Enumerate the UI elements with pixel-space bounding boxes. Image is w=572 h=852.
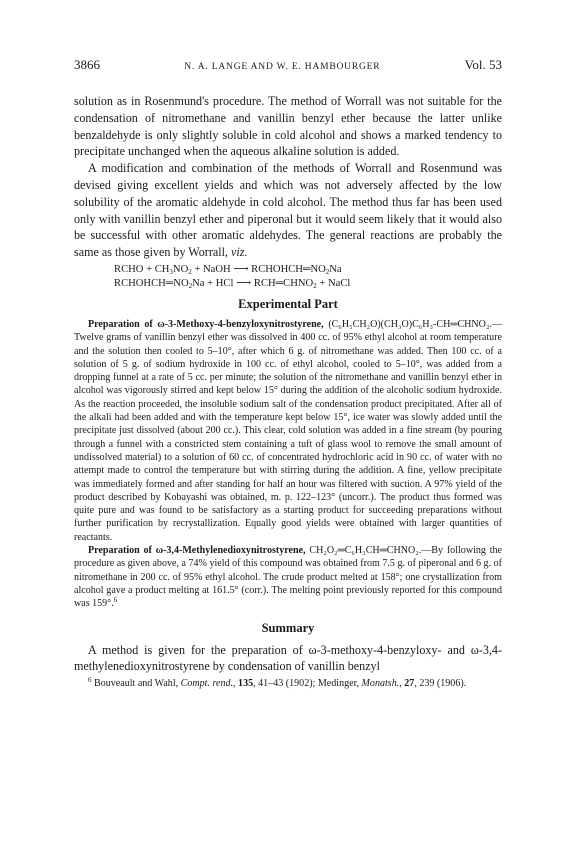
reaction-2: $RCHOHCH═NO_2Na$ + HCl ⟶ $RCH═CHNO_2$ + NaCl xyxy=(114,277,351,290)
preparation-2-title: Preparation of ω-3,4-Methylenedioxynitrostyrene, xyxy=(88,545,306,557)
page-number: 3866 xyxy=(74,57,100,72)
footnote: $^6$ Bouveault and Wahl, Compt. rend., 135, 41–43 (1902); Medinger, Monatsh., 27, 239 (1906). xyxy=(88,676,467,690)
intro-paragraph-2 xyxy=(74,160,502,261)
preparation-1-body: —Twelve grams of vanillin benzyl ether was dissolved in 400 cc. of 95% ethyl alcohol at room temperature and the solution then cooled to 5–10°, after which 6 g. of nitromethane was added. Then 100 cc. of a solution of 5 g. of sodium hydroxide in 100 cc. of ethyl alcohol, cooled to 5–10°, was added from a dropping funnel at a rate of 5 cc. per minute; the solution of the nitromethane and vanillin benzyl ether in alcohol was vigorously stirred and kept below 15° during the addition of the alcoholic sodium hydroxide. As the reaction proceeded, the insoluble sodium salt of the condensation product precipitated. After all of the alkali had been added and with the temperature kept below 15°, ice water was slowly added until the precipitate just dissolved (about 200 cc.). This clear, cold solution was added in a fine stream (by pouring through a funnel with a constricted stem containing a tuft of glass wool to remove the small amount of undissolved material) to a solution of 60 cc. of concentrated hydrochloric acid in 90 cc. of water with no attempt made to control the temperature but with stirring during the addition. A fine, yellow precipitate was immediately formed and after standing for half an hour was filtered with suction. A 97% yield of the product described by Kobayashi was obtained, m. p. 122–123° (uncorr.). The product thus formed was quite pure and was found to be satisfactory as a starting product for succeeding preparations without further purification by recrystallization. Equally good yields were obtained with larger quantities of reactants. xyxy=(74,318,502,543)
preparation-1 xyxy=(74,318,502,544)
preparation-2-body: —By following the procedure as given above, a 74% yield of this compound was obtained from 7.5 g. of piperonal and 6 g. of nitromethane in 200 cc. of 95% ethyl alcohol. The crude product melted at 158°; one crystallization from alcohol gave a product melting at 161.5° (corr.). The melting point previously reported for this compound was 159°. xyxy=(74,545,503,610)
preparation-1-formula: (C₆H₅CH₂O)(CH₃O)C₆H₃-CH═CHNO₂. xyxy=(328,318,492,330)
journal-1: Compt. rend. xyxy=(180,678,234,690)
running-header xyxy=(74,57,502,73)
preparation-1-title: Preparation of ω-3-Methoxy-4-benzyloxynitrostyrene, xyxy=(88,318,324,330)
footnote-marker: 6 xyxy=(88,676,92,685)
reaction-arrow-2: ⟶ xyxy=(236,277,252,289)
reaction-arrow-1: ⟶ xyxy=(233,263,249,275)
intro-paragraph-1: solution as in Rosenmund's procedure. The method of Worrall was not suitable for the condensation of nitromethane and vanillin benzyl ether because the latter unlike benzaldehyde is only slightly soluble in cold alcohol and shows a marked tendency to precipitate unchanged when the aqueous alkaline solution is added. xyxy=(74,94,502,159)
experimental-heading: Experimental Part xyxy=(238,296,338,311)
preparation-2 xyxy=(74,544,502,610)
reaction-equations xyxy=(74,263,502,291)
reaction-1: RCHO + $CH_3NO_2$ + NaOH ⟶ $RCHOHCH═NO_2Na$ xyxy=(114,263,342,276)
intro-paragraph-2-text: A modification and combination of the methods of Worrall and Rosenmund was devised giving excellent yields and which was not adversely affected by the low solubility of the aromatic aldehyde in cold alcohol. The method thus far has been used only with vanillin benzyl ether and piperonal but it would seem likely that it would also be successful with other aromatic aldehydes. The general reactions are probably the same as those given by Worrall, xyxy=(74,161,502,260)
volume-label: Vol. 53 xyxy=(464,57,502,72)
preparation-2-formula: CH₂O₂═C₆H₃CH═CHNO₂. xyxy=(309,545,422,557)
summary-body: A method is given for the preparation of ω-3-methoxy-4-benzyloxy- and ω-3,4-methylenedioxynitrostyrene by condensation of vanillin benzyl xyxy=(74,642,502,674)
viz-abbrev: viz. xyxy=(231,245,248,260)
running-authors: N. A. LANGE AND W. E. HAMBOURGER xyxy=(184,62,381,72)
page xyxy=(74,57,502,690)
footnote-ref: 6 xyxy=(113,596,118,605)
summary-heading: Summary xyxy=(261,620,315,635)
journal-2: Monatsh. xyxy=(361,678,400,690)
